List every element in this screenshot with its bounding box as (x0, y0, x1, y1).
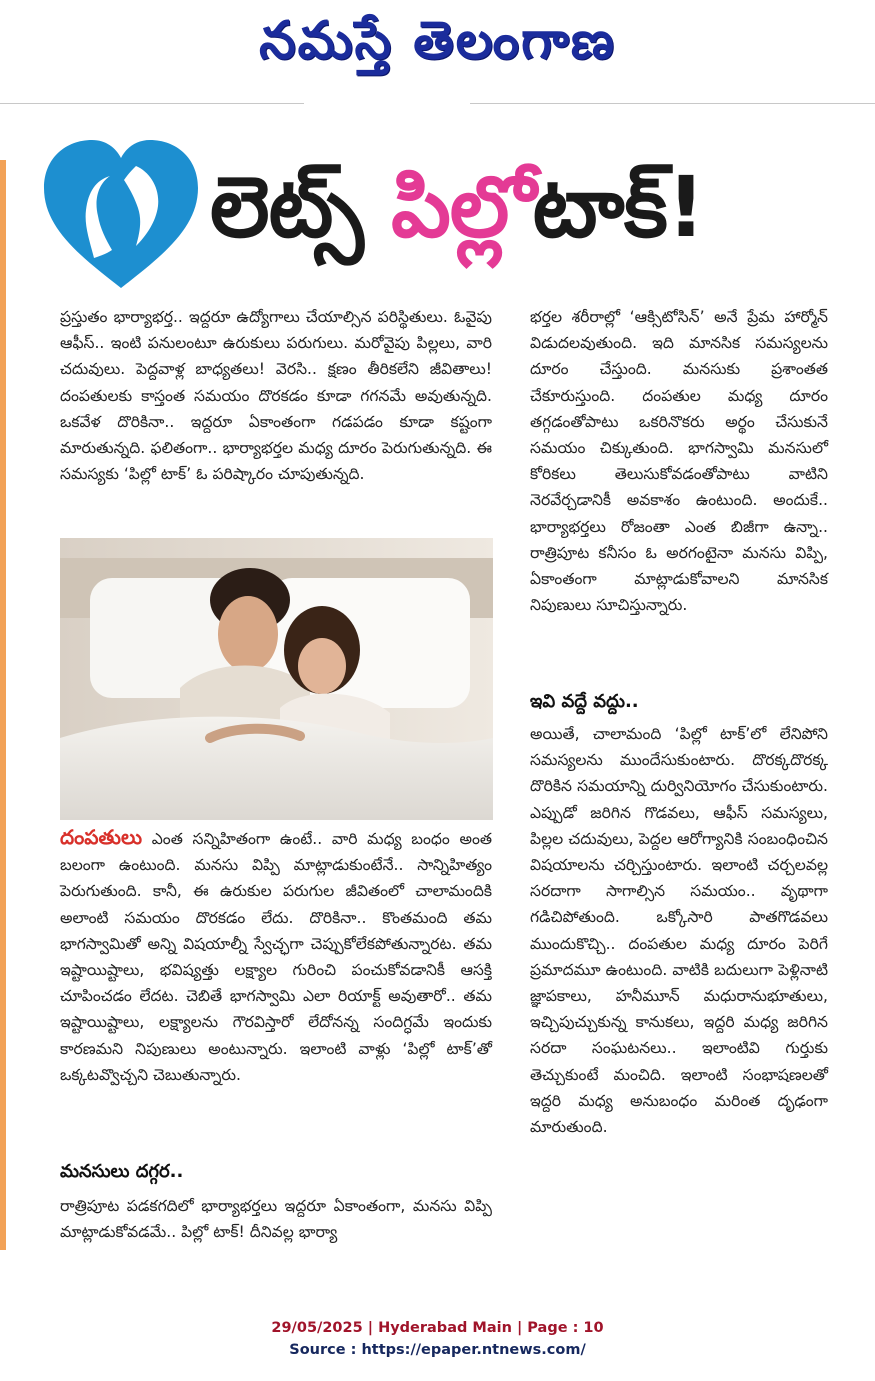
article-headline (210, 152, 704, 262)
left-column-tail (60, 1193, 492, 1245)
right-paragraph-2: అయితే, చాలామంది ‘పిల్లో టాక్’లో లేనిపోని సమస్యలను ముందేసుకుంటారు. దొరక్కదొరక్క దొరికిన సమయాన్ని దుర్వినియోగం చేసుకుంటారు. ఎప్పుడో జరిగిన గొడవలు, ఆఫీస్ సమస్యలు, పిల్లల చదువులు, పెద్దల ఆరోగ్యానికి సంబంధించిన విషయాలను చర్చిస్తుంటారు. ఇలాంటి చర్చలవల్ల సరదాగా సాగాల్సిన సమయం.. వృథాగా గడిచిపోతుంది. ఒక్కోసారి పాతగొడవలు ముందుకొచ్చి.. దంపతుల మధ్య దూరం పెరిగే ప్రమాదమూ ఉంటుంది. వాటికి బదులుగా పెళ్లినాటి జ్ఞాపకాలు, హనీమూన్ మధురానుభూతులు, ఇచ్చిపుచ్చుకున్న కానుకలు, ఇద్దరి మధ్య జరిగిన సరదా సంఘటనలు.. ఇలాంటివి గుర్తుకు తెచ్చుకుంటే మంచిది. ఇలాంటి సంభాషణలతో ఇద్దరి మధ్య అనుబంధం మరింత దృఢంగా మారుతుంది. (530, 725, 828, 1137)
heart-couple-icon (40, 136, 202, 296)
subheading-close-hearts: మనసులు దగ్గర.. (60, 1161, 184, 1182)
subheading-avoid-these: ఇవి వద్దే వద్దు.. (530, 691, 639, 712)
headline-part-3: టాక్! (532, 158, 705, 256)
right-column-top (530, 304, 828, 618)
right-column-bottom (530, 721, 828, 1140)
headline-part-2: పిల్లో (391, 158, 533, 256)
headline-part-1: లెట్స్ (210, 158, 392, 256)
newspaper-logo: నమస్తే తెలంగాణ (259, 10, 616, 71)
lead-word: దంపతులు (60, 825, 143, 849)
masthead-divider-left (0, 103, 304, 104)
right-paragraph-1: భర్తల శరీరాల్లో ‘ఆక్సిటోసిన్’ అనే ప్రేమ హార్మోన్ విడుదలవుతుంది. ఇది మానసిక సమస్యలను దూరం చేస్తుంది. మనసుకు ప్రశాంతత చేకూరుస్తుంది. దంపతుల మధ్య దూరం తగ్గడంతోపాటు ఒకరినొకరు అర్థం చేసుకునే సమయం చిక్కుతుంది. భాగస్వామి మనసులో కోరికలు తెలుసుకోవడంతోపాటు వాటిని నెరవేర్చడానికీ అవకాశం ఉంటుంది. అందుకే.. భార్యాభర్తలు రోజంతా ఎంత బిజీగా ఉన్నా.. రాత్రిపూట కనీసం ఓ అరగంటైనా మనసు విప్పి, ఏకాంతంగా మాట్లాడుకోవాలని మానసిక నిపుణులు సూచిస్తున్నారు. (530, 308, 828, 615)
masthead-divider-right (470, 103, 875, 104)
body-paragraph-1 (60, 824, 492, 1088)
left-column-intro (60, 304, 492, 487)
footer-source-link[interactable]: Source : https://epaper.ntnews.com/ (289, 1342, 586, 1358)
section-accent-bar (0, 160, 6, 1250)
left-column-body (60, 824, 492, 1088)
intro-paragraph: ప్రస్తుతం భార్యాభర్త.. ఇద్దరూ ఉద్యోగాలు చేయాల్సిన పరిస్థితులు. ఓవైపు ఆఫీస్.. ఇంటి పనులంటూ ఉరుకులు పరుగులు. మరోవైపు పిల్లలు, వారి చదువులు. పెద్దవాళ్ల బాధ్యతలు! వెరసి.. క్షణం తీరికలేని జీవితాలు! దంపతులకు కాస్తంత సమయం దొరకడం కూడా గగనమే అవుతున్నది. ఒకవేళ దొరికినా.. ఇద్దరూ ఏకాంతంగా గడపడం కూడా కష్టంగా మారుతున్నది. ఫలితంగా.. భార్యాభర్తల మధ్య దూరం పెరుగుతున్నది. ఈ సమస్యకు ‘పిల్లో టాక్’ ఓ పరిష్కారం చూపుతున్నది. (60, 308, 492, 484)
masthead (0, 0, 875, 100)
couple-in-bed-photo (60, 538, 493, 820)
body-paragraph-2: రాత్రిపూట పడకగదిలో భార్యాభర్తలు ఇద్దరూ ఏకాంతంగా, మనసు విప్పి మాట్లాడుకోవడమే.. పిల్లో టాక్! దీనివల్ల భార్యా (60, 1197, 492, 1242)
body-paragraph-1-text: ఎంత సన్నిహితంగా ఉంటే.. వారి మధ్య బంధం అంత బలంగా ఉంటుంది. మనసు విప్పి మాట్లాడుకుంటేనే.. సాన్నిహిత్యం పెరుగుతుంది. కానీ, ఈ ఉరుకుల పరుగుల జీవితంలో చాలామందికి అలాంటి సమయం దొరకడం లేదు. దొరికినా.. కొంతమంది తమ భాగస్వామితో అన్ని విషయాల్నీ స్వేచ్ఛగా చెప్పుకోలేకపోతున్నారట. తమ ఇష్టాయిష్టాలు, భవిష్యత్తు లక్ష్యాల గురించి పంచుకోవడానికీ ఆసక్తి చూపించడం లేదట. చెబితే భాగస్వామి ఎలా రియాక్ట్ అవుతారో.. తమ ఇష్టాయిష్టాలు, లక్ష్యాలను గౌరవిస్తారో లేదోనన్న సందిగ్ధమే ఇందుకు కారణమని నిపుణులు అంటున్నారు. ఇలాంటి వాళ్లు ‘పిల్లో టాక్’తో ఒక్కటవ్వొచ్చని చెబుతున్నారు. (60, 830, 492, 1084)
footer-edition-info: 29/05/2025 | Hyderabad Main | Page : 10 (271, 1320, 604, 1336)
